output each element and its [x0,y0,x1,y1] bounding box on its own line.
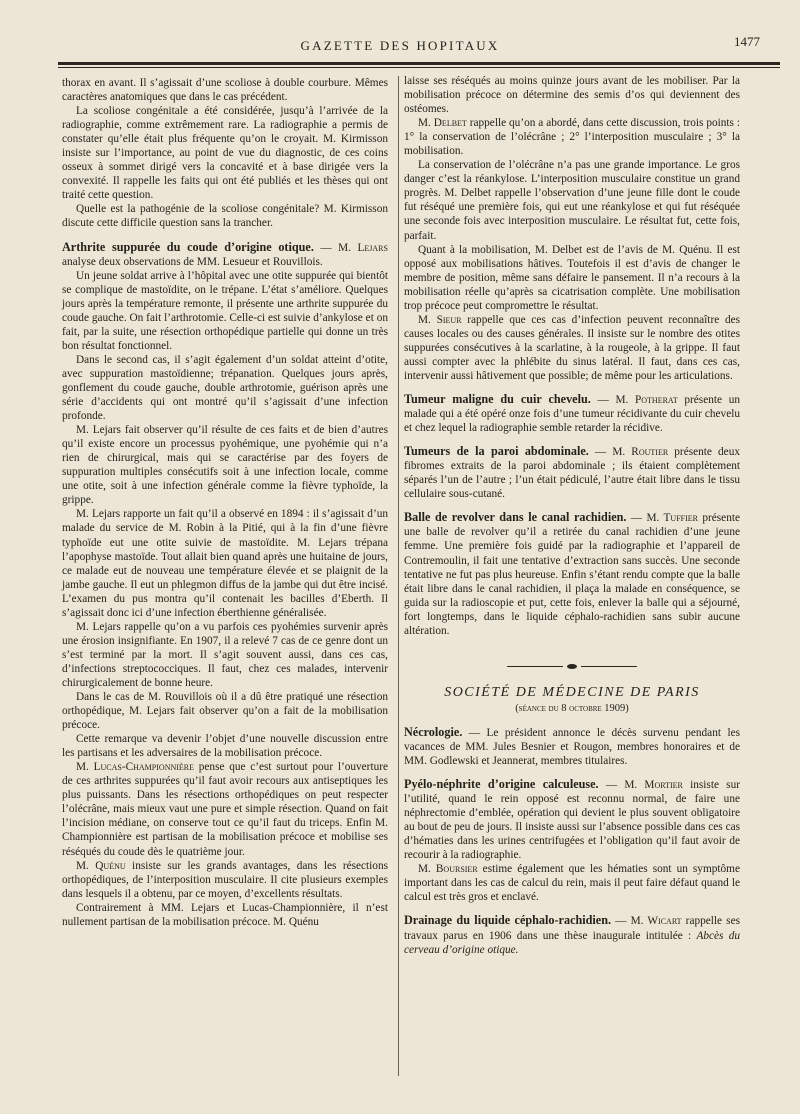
author-name: M. Sieur [418,313,462,326]
paragraph: Contrairement à MM. Lejars et Lucas-Championnière, il n’est nullement partisan de la mobilisation précoce. M. Quénu [62,901,388,928]
paragraph: laisse ses réséqués au moins quinze jours avant de les mobiliser. Par la mobilisation précoce on détermine des semis d’os qui deviennent des ostéomes. [404,75,740,116]
section-text: insiste sur l’utilité, quand le rein opposé est reconnu normal, de faire une néphrectomie d’emblée, opération qui devient le plus souvent obligatoire au bout de peu de jours. Il insiste aussi sur l’absence possible dans ces cas d’hématies dans les urines centrifugées et l’obligation qu’il faut avoir de recourir à la radiographie. [404,779,740,862]
author-name: M. Quénu [76,859,126,872]
section-title: Tumeur maligne du cuir chevelu. [404,392,591,407]
thesis-title: Abcès du cerveau d’origine otique. [404,929,740,956]
section-title: Balle de revolver dans le canal rachidien. [404,510,627,525]
left-column [62,76,388,929]
section-text: rappelle ses travaux parus en 1906 dans une thèse inaugurale intitulée : [404,915,740,942]
paragraph-text: estime également que les hématies sont un symptôme important dans les cas de calcul du rein, mais il peut faire défaut quand le calcul est très gros et enclavé. [404,863,740,904]
header-rule-thick [58,62,780,65]
paragraph: Quant à la mobilisation, M. Delbet est de l’avis de M. Quénu. Il est opposé aux mobilisations hâtives. Toutefois il est d’avis de changer le membre de position, même sans défaire le pansement. Il n’a recours à la mobilisation réelle qu’après sa cicatrisation complète. Une mobilisation trop précoce peut compromettre le résultat. [404,243,740,312]
author-name: M. Lejars [338,241,388,254]
paragraph: M. Lejars rapporte un fait qu’il a observé en 1894 : il s’agissait d’un malade du service de M. Robin à la Pitié, qui à la fin d’une fièvre typhoïde eut une otite suivie de mastoïdite. M. Lejars trépana l’apophyse mastoïde. Tout allait bien quand après une huitaine de jours, ce malade eut de nouveau une température élevée et se plaignit de la jambe gauche. Il eut un phlegmon diffus de la jambe qui dut être incisé. L’examen du pus montra qu’il contenait les bacilles d’Eberth. Il s’agissait donc ici d’une infection éberthienne généralisée. [62,508,388,619]
section-title: Drainage du liquide céphalo-rachidien. [404,913,612,928]
section-tumeur-cuir: Tumeur maligne du cuir chevelu. — M. Potherat présente un malade qui a été opéré onze fois d’une tumeur récidivante du cuir chevelu et chez lequel la radiographie semble retarder la récidive. [404,392,740,435]
paragraph: M. Lejars rappelle qu’on a vu parfois ces pyohémies survenir après une érosion insignifiante. En 1907, il a relevé 7 cas de ce genre dont un s’est terminé par la mort. Il s’agit souvent aussi, dans ces cas, d’infections streptococciques. Il faut, chez ces malades, intervenir chirurgicalement de bonne heure. [62,620,388,689]
author-name: M. Mortier [624,779,683,792]
paragraph [62,760,388,858]
society-header [404,660,740,716]
author-name: M. Tuffier [646,512,698,525]
author-name: M. Boursier [418,863,478,876]
section-drainage: Drainage du liquide céphalo-rachidien. — M. Wicart rappelle ses travaux parus en 1906 dans une thèse inaugurale intitulée : Abcès du cerveau d’origine otique. [404,913,740,956]
paragraph [404,862,740,904]
section-text: présente une balle de revolver qu’il a retirée du canal rachidien d’une jeune femme. Une première fois guidé par la radiographie et l’appareil de Contremoulin, il fait une tentative d’extraction sans succès. Une seconde tentative ne fut pas plus heureuse. Enfin s’étant rendu compte que la balle était libre dans le canal rachidien, il plaça la malade en conséquence, se guida sur la radioscopie et put, cette fois, enlever la balle qui a séjourné, fort longtemps, dans le liquide céphalo-rachidien sans subir aucune altération. [404,512,740,637]
running-title: GAZETTE DES HOPITAUX [300,38,500,53]
section-text: présente deux fibromes extraits de la paroi abdominale ; ils étaient complètement séparés l’un de l’autre ; l’un était pédiculé, l’autre était libre dans le tissu cellulaire sous-cutané. [404,446,740,501]
paragraph-text: insiste sur les grands avantages, dans les résections orthopédiques, de l’interposition musculaire. Il cite plusieurs exemples dans lesquels il a obtenu, par ce moyen, d’excellents résultats. [62,859,388,900]
paragraph: thorax en avant. Il s’agissait d’une scoliose à double courbure. Mêmes caractères anatomiques que dans le cas précédent. [62,77,388,104]
paragraph-text: pense que c’est surtout pour l’ouverture de ces arthrites suppurées qu’il faut avoir recours aux antiseptiques les plus puissants. Dans les résections orthopédiques on peut respecter l’olécrâne, mais mieux vaut une pure et simple résection. Quand on fait l’incision médiane, on conserve tout ce qu’il faut du triceps. Enfin M. Championnière est partisan de la mobilisation précoce et mobilise ses réséqués du coude dès le quatrième jour. [62,761,389,858]
author-name: M. Wicart [630,915,682,928]
page-number: 1477 [734,34,760,49]
section-title: Arthrite suppurée du coude d’origine otique. [62,239,314,254]
paragraph-text: rappelle qu’on a abordé, dans cette discussion, trois points : 1° la conservation de l’olécrâne ; 2° l’interposition musculaire ; 3° la mobilisation. [404,117,740,158]
section-text: analyse deux observations de MM. Lesueur et Rouvillois. [62,255,323,268]
section-pyelo-nephrite: Pyélo-néphrite d’origine calculeuse. — M. Mortier insiste sur l’utilité, quand le rein opposé est reconnu normal, de faire une néphrectomie d’emblée, opération qui devient le plus souvent obligatoire au bout de peu de jours. Il insiste aussi sur l’absence possible dans ces cas d’hématies dans les urines centrifugées et l’obligation qu’il faut avoir de recourir à la radiographie. [404,777,740,862]
author-name: M. Routier [612,446,669,459]
section-text: présente un malade qui a été opéré onze fois d’une tumeur récidivante du cuir chevelu et chez lequel la radiographie semble retarder la récidive. [404,394,740,435]
section-balle: Balle de revolver dans le canal rachidien. — M. Tuffier présente une balle de revolver qu’il a retirée du canal rachidien d’une jeune femme. Une première fois guidé par la radiographie et l’appareil de Contremoulin, il fait une tentative d’extraction sans succès. Une seconde tentative ne fut pas plus heureuse. Enfin s’étant rendu compte que la balle était libre dans le canal rachidien, il plaça la malade en conséquence, se guida sur la radioscopie et put, cette fois, enlever la balle qui a séjourné, fort longtemps, dans le liquide céphalo-rachidien sans subir aucune altération. [404,510,740,637]
society-title: SOCIÉTÉ DE MÉDECINE DE PARIS [444,684,700,700]
paragraph [404,313,740,383]
paragraph: La scoliose congénitale a été considérée, jusqu’à l’arrivée de la radiographie, comme extrêmement rare. La radiographie a permis de constater qu’elle était plus fréquente qu’on le croyait. M. Kirmisson insiste sur l’importance, au point de vue du diagnostic, de ces coins osseux à sommet dirigé vers la concavité et à base dirigée vers la convexité. Il rappelle les faits qui ont été publiés et les thèses qui ont traité cette question. [62,105,388,202]
paragraph-text: rappelle que ces cas d’infection peuvent reconnaître des causes locales ou des causes générales. Il insiste sur le nombre des otites suppurées consécutives à la scarlatine, à la rougeole, à la grippe. Il faut aussi compter avec la phlébite du sinus latéral. Il faut, dans ces cas, intervenir aussi hâtivement que possible; de même pour les articulations. [404,313,741,382]
section-title: Tumeurs de la paroi abdominale. [404,444,589,459]
author-name: M. Potherat [615,394,678,407]
society-session: (séance du 8 octobre 1909) [515,702,629,714]
section-title: Nécrologie. [404,724,463,739]
paragraph: Un jeune soldat arrive à l’hôpital avec une otite suppurée qui bientôt se complique de mastoïdite, on le trépane. L’état s’améliore. Quelques jours après la température remonte, il présente une arthrite suppurée du coude gauche. On fait l’arthrotomie. Celle-ci est suivie d’ankylose et on fait, par la suite, une résection orthopédique partielle qui donne un très bon résultat fonctionnel. [62,269,388,352]
section-title: Pyélo-néphrite d’origine calculeuse. [404,777,599,792]
paragraph: Cette remarque va devenir l’objet d’une nouvelle discussion entre les partisans et les adversaires de la mobilisation précoce. [62,733,388,760]
paragraph [62,859,388,901]
section-necrologie [404,725,740,768]
ornament-divider [404,660,740,674]
paragraph: Dans le cas de M. Rouvillois où il a dû être pratiqué une résection orthopédique, M. Lejars fait observer qu’on a fait de la mobilisation précoce. [62,691,388,732]
paragraph: La conservation de l’olécrâne n’a pas une grande importance. Le gros danger c’est la réankylose. L’interposition musculaire constitue un grand progrès. M. Delbet rappelle l’observation d’une jeune fille dont le coude fut réséqué une première fois, qui eut une réankylose et qui fut réséquée une seconde fois avec interposition musculaire. Le résultat fut, cette fois, parfait. [404,159,740,242]
section-text: — Le président annonce le décès survenu pendant les vacances de MM. Jules Besnier et Rougon, membres honoraires et de MM. Godlewski et Jeannerat, membres titulaires. [404,726,740,768]
right-column [404,74,740,957]
section-arthrite: Arthrite suppurée du coude d’origine otique. — M. Lejars analyse deux observations de MM. Lesueur et Rouvillois. [62,239,388,268]
column-divider [398,76,399,1076]
paragraph: Dans le second cas, il s’agit également d’un soldat atteint d’otite, avec suppuration mastoïdienne; trépanation. Quelques jours après, gonflement du coude gauche, double arthrotomie, guérison après une série d’accidents qui ont montré qu’il s’agissait d’une infection profonde. [62,353,388,423]
section-tumeurs-paroi: Tumeurs de la paroi abdominale. — M. Routier présente deux fibromes extraits de la paroi abdominale ; ils étaient complètement séparés l’un de l’autre ; l’un était pédiculé, l’autre était libre dans le tissu cellulaire sous-cutané. [404,444,740,501]
author-name: M. Lucas-Championnière [76,761,195,774]
header-rule-thin [58,67,780,68]
author-name: M. Delbet [418,117,467,130]
paragraph: Quelle est la pathogénie de la scoliose congénitale? M. Kirmisson discute cette difficile question sans la trancher. [62,203,388,230]
paragraph [404,116,740,158]
paragraph: M. Lejars fait observer qu’il résulte de ces faits et de bien d’autres qu’il existe encore un processus pyohémique, une pyohémie qui n’a rien de chirurgical, mais qui se caractérise par des foyers de suppuration multiples consécutifs soit à une infection locale, comme une otite, soit à une infection générale comme la fièvre typhoïde, la grippe. [62,424,388,507]
